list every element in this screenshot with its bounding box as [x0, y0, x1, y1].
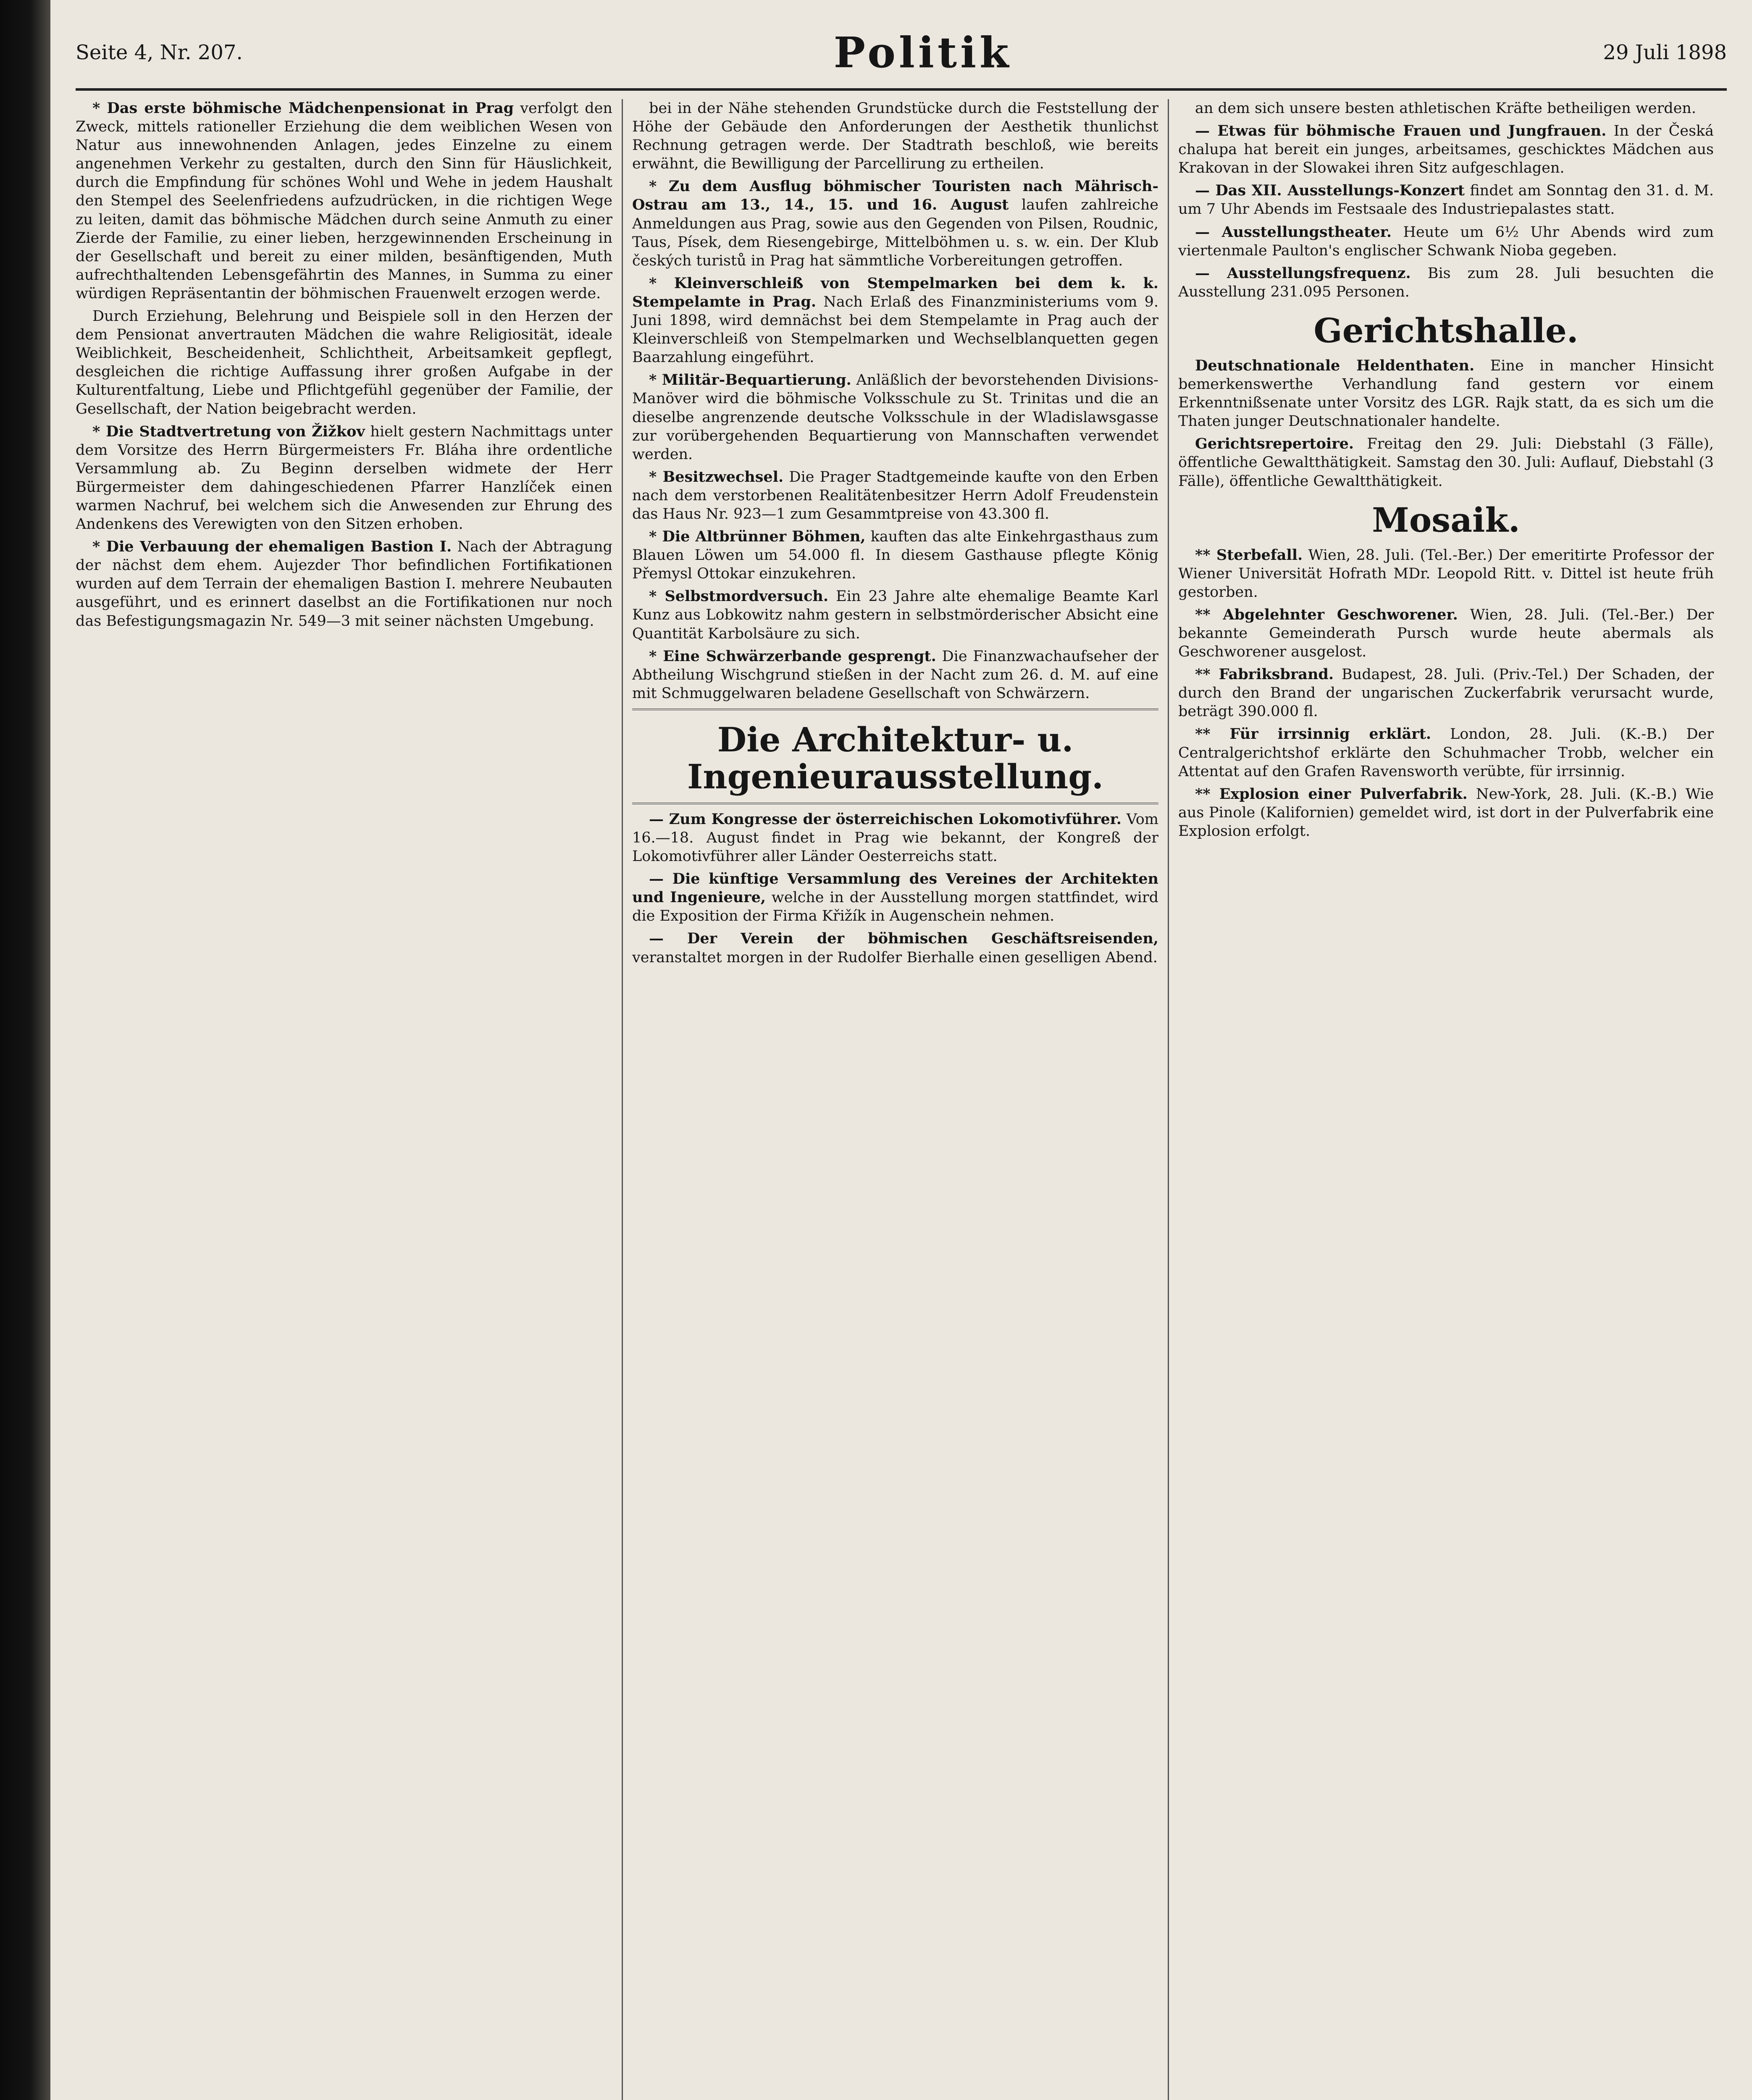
page-header — [76, 17, 1727, 91]
section-divider — [632, 803, 1158, 804]
article — [1178, 725, 1714, 780]
article-text: Nach Erlaß des Finanzministeriums vom 9. Juni 1898, wird demnächst bei dem Stempelamte in Prag auch der Kleinverschleiß von Stempelmarken und Wechselblanquetten gegen Baarzahlung eingeführt. — [632, 293, 1158, 366]
article — [1178, 435, 1714, 490]
article — [632, 177, 1158, 270]
article-heading: * Die Verbauung der ehemaligen Bastion I. — [92, 538, 452, 556]
article-heading: Deutschnationale Heldenthaten. — [1195, 357, 1475, 374]
article — [1178, 665, 1714, 721]
section-divider — [632, 709, 1158, 710]
article-text: verfolgt den Zweck, mittels rationeller Erziehung die dem weiblichen Wesen von Natur aus innewohnenden Anlagen, jedes Einzelne zu einem angenehmen Verkehr zu gestalten, durch den Sinn für Häuslichkeit, durch die Empfindung für schönes Wohl und Wehe in jedem Haushalt den Stempel des Seelenfriedens aufzudrücken, in die richtigen Wege zu leiten, damit das böhmische Mädchen durch seine Anmuth zu einer Zierde der Familie, zu einer lieben, herzgewinnenden Erscheinung in der Gesellschaft und bereit zu einer milden, besänftigenden, Muth aufrechthaltenden Lebensgefährtin des Mannes, in Summa zu einer würdigen Repräsentantin der böhmischen Frauenwelt erzogen werde. — [76, 100, 612, 302]
article-heading: — Zum Kongresse der österreichischen Lokomotivführer. — [649, 810, 1122, 828]
article-text: Vom 16.—18. August findet in Prag wie bekannt, der Kongreß der Lokomotivführer aller Länder Oesterreichs statt. — [632, 811, 1158, 865]
article-text: Die Prager Stadtgemeinde kaufte von den Erben nach dem verstorbenen Realitätenbesitzer Herrn Adolf Freudenstein das Haus Nr. 923—1 zum Gesammtpreise von 43.300 fl. — [632, 468, 1158, 522]
article-text: Eine in mancher Hinsicht bemerkenswerthe Verhandlung fand gestern vor einem Erkenntnißsenate unter Vorsitz des LGR. Rajk statt, da es sich um die Thaten junger Deutschnationaler handelte. — [1178, 357, 1714, 430]
article — [632, 929, 1158, 966]
article-heading: * Kleinverschleiß von Stempelmarken bei dem k. k. Stempelamte in Prag. — [632, 274, 1158, 310]
article-heading: * Eine Schwärzerbande gesprengt. — [649, 647, 936, 665]
article-text: Nach der Abtragung der nächst dem ehem. Aujezder Thor befindlichen Fortifikationen wurden auf dem Terrain der ehemaligen Bastion I. mehrere Neubauten ausgeführt, und es erinnert daselbst an die Fortifikationen nur noch das Befestigungsmagazin Nr. 549—3 mit seiner nächsten Umgebung. — [76, 538, 612, 630]
article-heading: * Militär-Bequartierung. — [649, 371, 851, 389]
article — [76, 307, 612, 418]
article-text: New-York, 28. Juli. (K.-B.) Wie aus Pinole (Kalifornien) gemeldet wird, ist dort in der Pulverfabrik eine Explosion erfolgt. — [1178, 785, 1714, 840]
court-section-title: Gerichtshalle. — [1313, 310, 1579, 350]
article-text: findet am Sonntag den 31. d. M. um 7 Uhr Abends im Festsaale des Industriepalastes statt. — [1178, 182, 1714, 218]
article — [632, 810, 1158, 866]
article-text: Heute um 6½ Uhr Abends wird zum viertenmale Paulton's englischer Schwank Nioba gegeben. — [1178, 223, 1714, 259]
article — [1178, 99, 1714, 118]
article — [632, 274, 1158, 367]
column-3 — [1168, 99, 1714, 2100]
article-text: an dem sich unsere besten athletischen Kräfte betheiligen werden. — [1195, 100, 1696, 117]
article — [632, 468, 1158, 523]
mosaic-section-title: Mosaik. — [1372, 500, 1520, 540]
article-heading: * Das erste böhmische Mädchenpensionat in Prag — [92, 100, 514, 117]
article-text: Durch Erziehung, Belehrung und Beispiele soll in den Herzen der dem Pensionat anvertrauten Mädchen die wahre Religiosität, ideale Weiblichkeit, Bescheidenheit, Schlichtheit, Arbeitsamkeit gepflegt, desgleichen die richtige Auffassung ihrer großen Aufgabe in der Kulturentfaltung, Liebe und Pflichtgefühl gegenüber der Familie, der Gesellschaft, der Nation beigebracht werden. — [76, 308, 612, 417]
article — [1178, 606, 1714, 661]
article-text: Wien, 28. Juli. (Tel.-Ber.) Der emeritirte Professor der Wiener Universität Hofrath MDr. Leopold Ritt. v. Dittel ist heute früh gestorben. — [1178, 546, 1714, 601]
article-heading: * Besitzwechsel. — [649, 468, 784, 486]
article — [76, 423, 612, 534]
article — [76, 99, 612, 303]
article — [1178, 181, 1714, 218]
article-heading: — Der Verein der böhmischen Geschäftsreisenden, — [649, 930, 1158, 948]
article-heading: * Zu dem Ausflug böhmischer Touristen nach Mährisch-Ostrau am 13., 14., 15. und 16. August — [632, 178, 1158, 214]
article-heading: — Etwas für böhmische Frauen und Jungfrauen. — [1195, 122, 1607, 140]
article-text: Budapest, 28. Juli. (Priv.-Tel.) Der Schaden, der durch den Brand der ungarischen Zuckerfabrik verursacht wurde, beträgt 390.000 fl. — [1178, 666, 1714, 720]
article — [632, 870, 1158, 925]
article-text: In der Česká chalupa hat bereit ein junges, arbeitsames, geschicktes Mädchen aus Krakovan in der Slowakei ihren Sitz aufgeschlagen. — [1178, 123, 1714, 177]
article — [1178, 122, 1714, 177]
exhibition-banner-title: Die Architektur- u. Ingenieurausstellung. — [687, 719, 1103, 796]
article — [1178, 264, 1714, 301]
article-text: bei in der Nähe stehenden Grundstücke durch die Feststellung der Höhe der Gebäude den Anforderungen der Aesthetik thunlichst Rechnung getragen werde. Der Stadtrath beschloß, wie bereits erwähnt, die Bewilligung der Parcellirung zu ertheilen. — [632, 100, 1158, 173]
article — [632, 99, 1158, 173]
page-binding-edge — [0, 0, 50, 2100]
article-text: welche in der Ausstellung morgen stattfindet, wird die Exposition der Firma Křižík in Augenschein nehmen. — [632, 889, 1158, 925]
article-heading: ** Sterbefall. — [1195, 546, 1303, 564]
article-text: laufen zahlreiche Anmeldungen aus Prag, sowie aus den Gegenden von Pilsen, Roudnic, Taus, Písek, dem Riesengebirge, Mittelböhmen u. s. w. ein. Der Klub českých turistů in Prag hat sämmtliche Vorbereitungen getroffen. — [632, 197, 1158, 269]
article — [632, 528, 1158, 583]
article-heading: ** Explosion einer Pulverfabrik. — [1195, 785, 1468, 803]
article-text: veranstaltet morgen in der Rudolfer Bierhalle einen geselligen Abend. — [632, 949, 1158, 966]
article-text: Anläßlich der bevorstehenden Divisions-Manöver wird die böhmische Volksschule zu St. Trinitas und die an dieselbe angrenzende deutsche Volksschule in der Wladislawsgasse zur vorübergehenden Bequartierung von Mannschaften verwendet werden. — [632, 372, 1158, 463]
article — [76, 538, 612, 630]
article — [1178, 546, 1714, 601]
column-2 — [622, 99, 1168, 2100]
article-text: Wien, 28. Juli. (Tel.-Ber.) Der bekannte Gemeinderath Pursch wurde heute abermals als Geschworener ausgelost. — [1178, 606, 1714, 661]
article-heading: * Die Altbrünner Böhmen, — [649, 528, 866, 546]
article-heading: ** Abgelehnter Geschworener. — [1195, 606, 1458, 623]
article — [632, 371, 1158, 463]
article-text: Bis zum 28. Juli besuchten die Ausstellung 231.095 Personen. — [1178, 265, 1714, 300]
article-heading: * Selbstmordversuch. — [649, 588, 829, 605]
article-text: Ein 23 Jahre alte ehemalige Beamte Karl Kunz aus Lobkowitz nahm gestern in selbstmörderischer Absicht eine Quantität Karbolsäure zu sich. — [632, 588, 1158, 642]
article-text: London, 28. Juli. (K.-B.) Der Centralgerichtshof erklärte den Schuhmacher Trobb, welcher ein Attentat auf den Grafen Ravensworth verübte, für irrsinnig. — [1178, 726, 1714, 780]
article-text: Freitag den 29. Juli: Diebstahl (3 Fälle), öffentliche Gewaltthätigkeit. Samstag den 30. Juli: Auflauf, Diebstahl (3 Fälle), öffentliche Gewaltthätigkeit. — [1178, 436, 1714, 490]
article-heading: ** Fabriksbrand. — [1195, 666, 1334, 683]
article-columns — [76, 99, 1727, 2100]
article — [1178, 223, 1714, 260]
article — [632, 587, 1158, 643]
article-heading: — Ausstellungstheater. — [1195, 223, 1392, 241]
article-text: hielt gestern Nachmittags unter dem Vorsitze des Herrn Bürgermeisters Fr. Bláha ihre ordentliche Versammlung ab. Zu Beginn derselben widmete der Herr Bürgermeister dem dahingeschiedenen Pfarrer Hanzlíček einen warmen Nachruf, bei welchem sich die Anwesenden zur Ehrung des Andenkens des Verewigten von den Sitzen erhoben. — [76, 423, 612, 533]
article — [1178, 785, 1714, 840]
article-heading: — Das XII. Ausstellungs-Konzert — [1195, 182, 1465, 200]
page-number: Seite 4, Nr. 207. — [76, 41, 243, 64]
article-text: Die Finanzwachaufseher der Abtheilung Wischgrund stießen in der Nacht zum 26. d. M. auf eine mit Schmuggelwaren beladene Gesellschaft von Schwärzern. — [632, 648, 1158, 702]
issue-date: 29 Juli 1898 — [1603, 41, 1727, 64]
article — [632, 647, 1158, 703]
article-heading: ** Für irrsinnig erklärt. — [1195, 725, 1432, 743]
article-heading: — Die künftige Versammlung des Vereines der Architekten und Ingenieure, — [632, 870, 1158, 906]
section-title: Politik — [833, 28, 1012, 77]
article-heading: * Die Stadtvertretung von Žižkov — [92, 423, 365, 440]
column-1 — [76, 99, 622, 2100]
article-heading: — Ausstellungsfrequenz. — [1195, 264, 1411, 282]
article-text: kauften das alte Einkehrgasthaus zum Blauen Löwen um 54.000 fl. In diesem Gasthause pflegte König Přemysl Ottokar einzukehren. — [632, 528, 1158, 583]
article-heading: Gerichtsrepertoire. — [1195, 435, 1354, 453]
article — [1178, 357, 1714, 430]
